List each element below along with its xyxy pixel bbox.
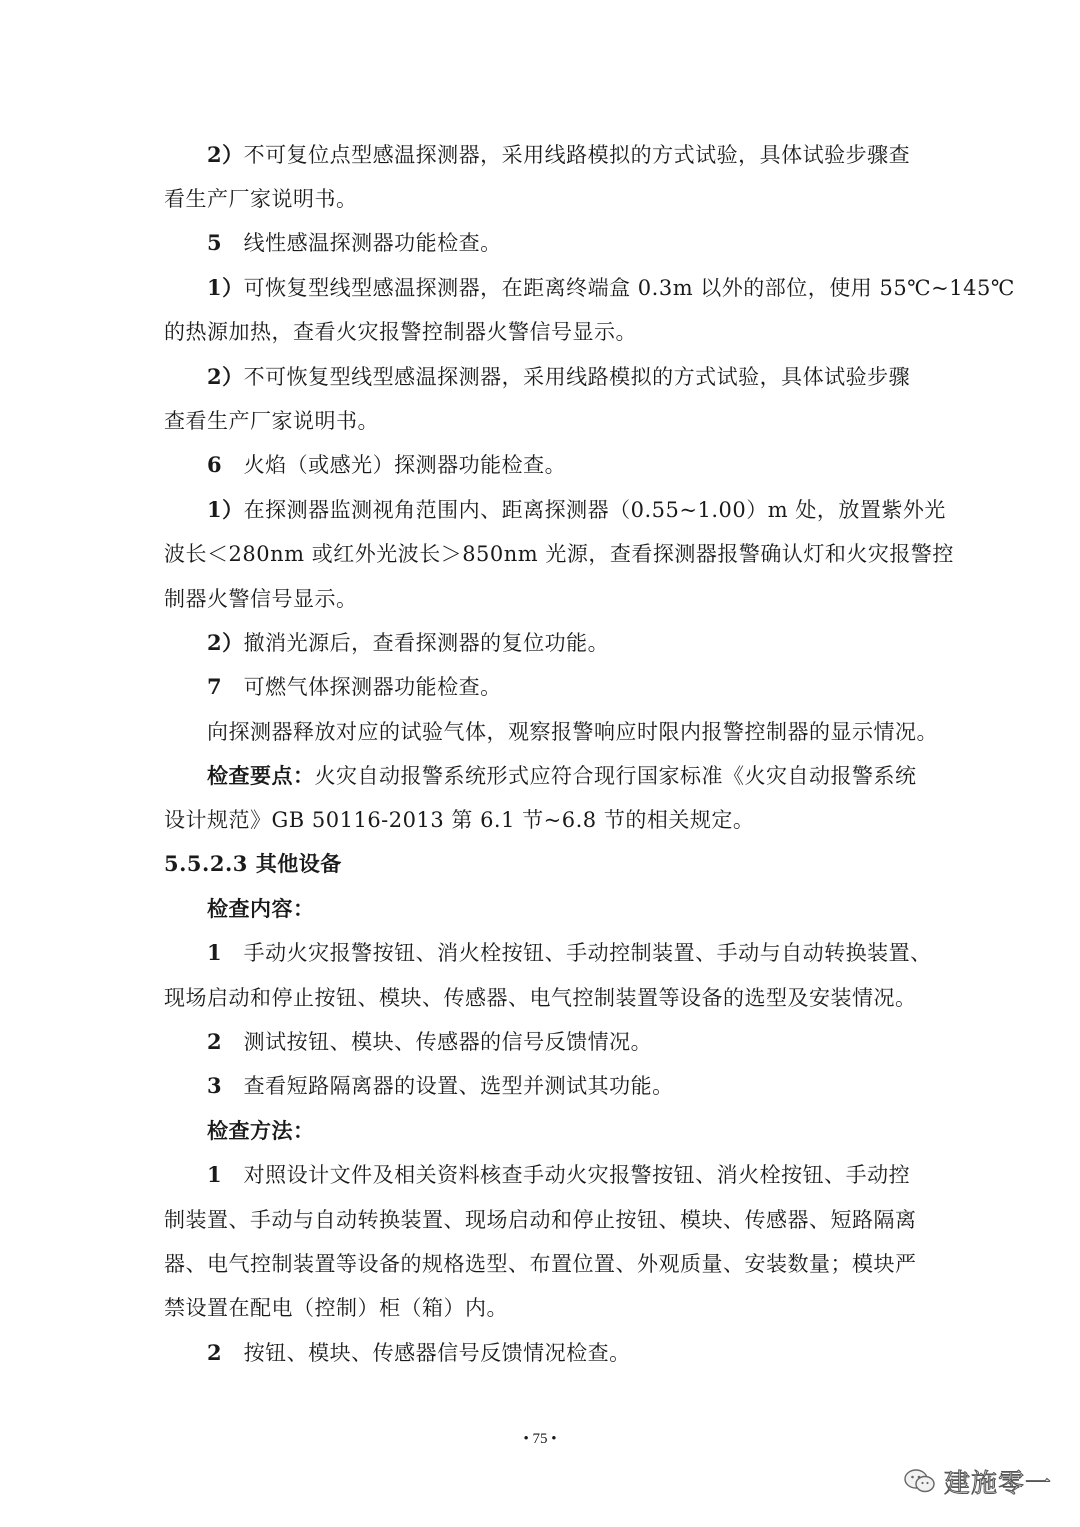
paragraph-line: 7 可燃气体探测器功能检查。 xyxy=(207,674,502,699)
paragraph-line: 查看生产厂家说明书。 xyxy=(164,409,379,433)
paragraph-line: 5 线性感温探测器功能检查。 xyxy=(207,230,502,255)
paragraph-line: 1 手动火灾报警按钮、消火栓按钮、手动控制装置、手动与自动转换装置、 xyxy=(207,940,932,965)
paragraph-line: 2 测试按钮、模块、传感器的信号反馈情况。 xyxy=(207,1029,653,1054)
section-heading: 5.5.2.3 其他设备 xyxy=(164,851,342,876)
paragraph-line: 2）撤消光源后，查看探测器的复位功能。 xyxy=(207,630,610,655)
paragraph-line: 波长＜280nm 或红外光波长＞850nm 光源，查看探测器报警确认灯和火灾报警控 xyxy=(164,542,954,566)
paragraph-line: 3 查看短路隔离器的设置、选型并测试其功能。 xyxy=(207,1073,674,1098)
paragraph-line: 1 对照设计文件及相关资料核查手动火灾报警按钮、消火栓按钮、手动控 xyxy=(207,1162,911,1187)
paragraph-line: 设计规范》GB 50116-2013 第 6.1 节~6.8 节的相关规定。 xyxy=(164,808,755,832)
paragraph-line: 2 按钮、模块、传感器信号反馈情况检查。 xyxy=(207,1340,631,1365)
subsection-label: 检查方法： xyxy=(207,1118,315,1143)
subsection-label: 检查内容： xyxy=(207,896,315,921)
paragraph-line: 的热源加热，查看火灾报警控制器火警信号显示。 xyxy=(164,320,637,344)
watermark xyxy=(904,1463,1052,1499)
paragraph-line: 检查要点：火灾自动报警系统形式应符合现行国家标准《火灾自动报警系统 xyxy=(207,763,917,788)
paragraph-line: 向探测器释放对应的试验气体，观察报警响应时限内报警控制器的显示情况。 xyxy=(207,720,938,744)
wechat-icon xyxy=(904,1468,936,1494)
paragraph-line: 1）在探测器监测视角范围内、距离探测器（0.55~1.00）m 处，放置紫外光 xyxy=(207,497,946,522)
paragraph-line: 器、电气控制装置等设备的规格选型、布置位置、外观质量、安装数量；模块严 xyxy=(164,1252,917,1276)
paragraph-line: 2）不可复位点型感温探测器，采用线路模拟的方式试验，具体试验步骤查 xyxy=(207,142,911,167)
paragraph-line: 制装置、手动与自动转换装置、现场启动和停止按钮、模块、传感器、短路隔离 xyxy=(164,1208,917,1232)
paragraph-line: 6 火焰（或感光）探测器功能检查。 xyxy=(207,452,567,477)
paragraph-line: 制器火警信号显示。 xyxy=(164,587,358,611)
paragraph-line: 2）不可恢复型线型感温探测器，采用线路模拟的方式试验，具体试验步骤 xyxy=(207,364,911,389)
page-number: • 75 • xyxy=(523,1431,557,1447)
paragraph-line: 现场启动和停止按钮、模块、传感器、电气控制装置等设备的选型及安装情况。 xyxy=(164,986,917,1010)
paragraph-line: 禁设置在配电（控制）柜（箱）内。 xyxy=(164,1296,508,1320)
paragraph-line: 1）可恢复型线型感温探测器，在距离终端盒 0.3m 以外的部位，使用 55℃~145℃ xyxy=(207,275,1015,300)
paragraph-line: 看生产厂家说明书。 xyxy=(164,187,358,211)
watermark-text: 建施零一 xyxy=(943,1468,1052,1499)
